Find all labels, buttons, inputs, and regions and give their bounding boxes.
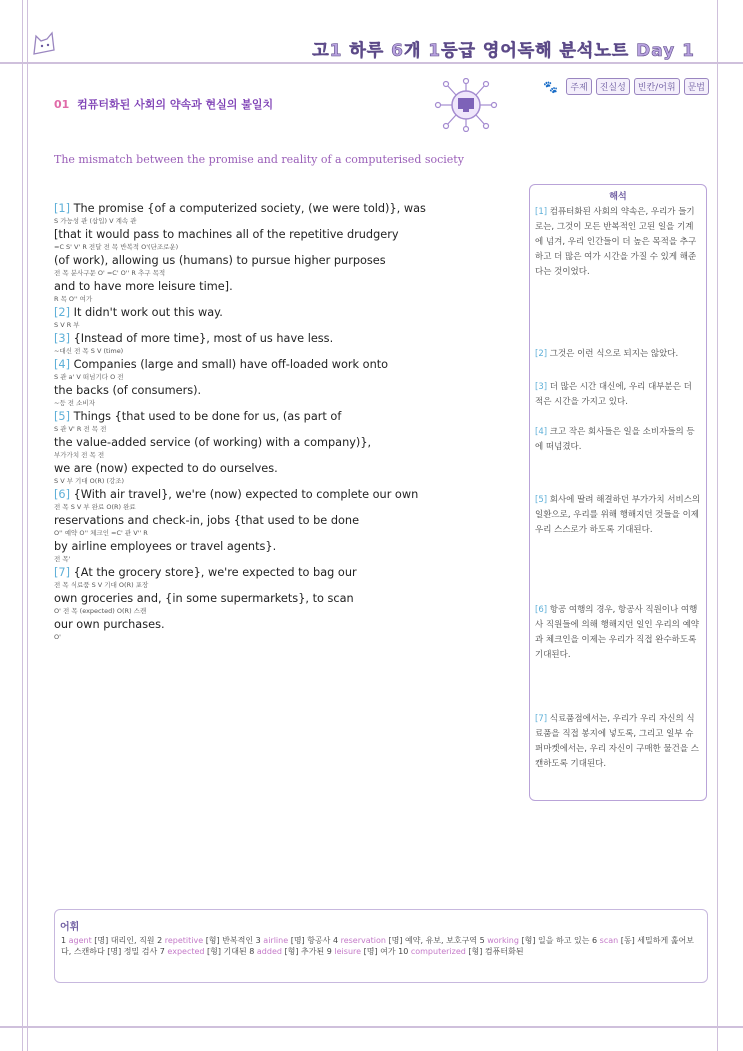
sentence-text: The promise {of a computerized society, (we were told)}, was [73,202,426,215]
vocab-word: leisure [334,947,364,956]
sentence-text: our own purchases. [54,618,165,631]
vocab-entry [398,947,523,956]
grammar-annotation: S 관 V' R 전 목 전 [54,425,107,433]
sentence-text: {At the grocery store}, we're expected to bag our [73,566,357,579]
sentence-text: by airline employees or travel agents}. [54,540,277,553]
vocab-entry [160,947,249,956]
tag-blank-vocab: 빈칸/어휘 [634,78,680,95]
vocab-number: 1 [61,936,69,945]
vocab-definition: [동] 세밀하게 훑어보다, 스캔하다 [명] 정밀 검사 [61,936,694,956]
sentence-line [54,592,498,606]
vocab-entry [256,936,333,945]
vocab-entry [480,936,592,945]
sentence-number: [7] [54,566,71,579]
translation-text: 컴퓨터화된 사회의 약속은, 우리가 들기로는, 그것이 모든 반복적인 고된 일을 기계에 넘겨, 우리 인간들이 더 높은 목적을 추구하고 더 많은 여가 시간을 가질 수 있게 해준다는 것이었다. [535,207,697,277]
sentence-line [54,332,498,346]
sentence-text: [that it would pass to machines all of the repetitive drudgery [54,228,399,241]
sentence-text: Things {that used to be done for us, (as part of [73,410,342,423]
sentence-number: [2] [54,306,71,319]
sentence-line [54,254,498,268]
translation-number: [5] [535,495,548,505]
sentence-line [54,566,498,580]
sentence-line [54,514,498,528]
sentence-text: we are (now) expected to do ourselves. [54,462,278,475]
vocab-definition: [형] 기대된 [207,947,250,956]
sentence-line [54,384,498,398]
grammar-annotation: 전 목' [54,555,71,563]
paw-icon: 🐾 [543,79,559,94]
vocab-definition: [명] 여가 [363,947,399,956]
vocab-word: reservation [340,936,389,945]
tag-row [543,78,709,95]
sentence-number: [4] [54,358,71,371]
vocab-word: repetitive [164,936,206,945]
vocab-definition: [형] 반복적인 [205,936,256,945]
vocab-entry [333,936,480,945]
vocab-number: 10 [398,947,411,956]
grammar-annotation: S 관 a' V 떠넘기다 O 전 [54,373,124,381]
grammar-annotation: 전 목 S V 부 완료 O(R) 완료 [54,503,136,511]
frame-line-left-inner [27,0,28,1051]
vocab-definition: [명] 예약, 유보, 보호구역 [388,936,480,945]
translation-paragraph [530,347,706,362]
vocab-entry [327,947,398,956]
translation-text: 그것은 이런 식으로 되지는 않았다. [549,349,679,359]
translation-paragraph [530,712,706,772]
sentence-number: [5] [54,410,71,423]
sentence-line [54,488,498,502]
grammar-annotation: 전 목 분사구문 O' =C' O'' R 추구 목적 [54,269,166,277]
vocab-number: 7 [159,947,168,956]
sentence-line [54,540,498,554]
grammar-annotation: ~등 전 소비자 [54,399,95,407]
vocab-number: 2 [157,936,165,945]
translation-text: 회사에 딸려 해결하던 부가가치 서비스의 일환으로, 우리를 위해 행해지던 것들을 이제 우리 스스로가 하도록 기대된다. [535,495,701,535]
sentence-text: (of work), allowing us (humans) to pursue higher purposes [54,254,386,267]
sentence-line [54,306,498,320]
section-number: 01 [54,98,70,111]
vocab-entry [157,936,256,945]
section-title-text: 컴퓨터화된 사회의 약속과 현실의 불일치 [77,98,274,111]
vocab-word: agent [68,936,95,945]
vocab-number: 8 [249,947,257,956]
vocab-list [55,933,707,959]
translation-number: [3] [535,382,548,392]
page-title: 고1 하루 6개 1등급 영어독해 분석노트 Day 1 [312,41,695,61]
translation-text: 더 많은 시간 대신에, 우리 대부분은 더 적은 시간을 가지고 있다. [535,382,692,407]
sentence-text: reservations and check-in, jobs {that used to be done [54,514,360,527]
frame-line-left [22,0,23,1051]
sentence-line [54,280,498,294]
sentence-line [54,410,498,424]
sentence-text: {Instead of more time}, most of us have less. [73,332,334,345]
cat-mascot-icon [30,28,60,62]
vocab-definition: [형] 컴퓨터화된 [468,947,524,956]
sentence-text: It didn't work out this way. [73,306,223,319]
grammar-annotation: R 목 O'' 여가 [54,295,93,303]
sentence-number: [1] [54,202,71,215]
vocab-word: computerized [410,947,469,956]
translation-paragraph [530,425,706,455]
section-subtitle: The mismatch between the promise and reality of a computerised society [54,153,464,166]
grammar-annotation: O' [54,633,61,641]
translation-number: [6] [535,605,548,615]
grammar-annotation: O' 전 목 (expected) O(R) 스캔 [54,607,147,615]
translation-text: 크고 작은 회사들은 일을 소비자들의 등에 떠넘겼다. [535,427,695,452]
vocab-definition: [형] 추가된 [284,947,327,956]
sentence-text: and to have more leisure time]. [54,280,233,293]
tag-grammar: 문법 [684,78,709,95]
sentence-line [54,358,498,372]
translation-paragraph [530,380,706,410]
grammar-annotation: ~대신 전 목 S V (time) [54,347,124,355]
grammar-annotation: S 가능성 관 (삽입) V 계속 관 [54,217,137,225]
grammar-annotation: O'' 예약 O'' 체크인 =C' 관 V'' R [54,529,148,537]
vocab-entry [61,936,157,945]
translation-number: [1] [535,207,548,217]
sentence-line [54,436,498,450]
sentence-number: [3] [54,332,71,345]
translation-number: [2] [535,349,548,359]
vocab-number: 4 [332,936,341,945]
footer-divider [0,1026,743,1028]
translation-title: 해석 [609,192,627,202]
sentence-line [54,618,498,632]
translation-panel [529,184,707,801]
translation-number: [4] [535,427,548,437]
vocab-definition: [명] 항공사 [290,936,333,945]
tag-topic: 주제 [566,78,591,95]
vocab-number: 5 [479,936,488,945]
vocab-entry [249,947,327,956]
vocab-number: 3 [255,936,264,945]
vocab-panel [54,909,708,983]
vocab-word: added [256,947,285,956]
translation-paragraph [530,493,706,538]
sentence-text: Companies (large and small) have off-loaded work onto [73,358,389,371]
translation-text: 식료품점에서는, 우리가 우리 자신의 식료품을 직접 봉지에 넣도록, 그리고 일부 슈퍼마켓에서는, 우리 자신이 구매한 물건을 스캔하도록 기대된다. [535,714,700,769]
vocab-definition: [명] 대리인, 직원 [94,936,158,945]
vocab-word: working [487,936,522,945]
grammar-annotation: =C S' V' R 전달 전 목 반복적 O'(단조로운) [54,243,179,251]
translation-paragraph [530,603,706,663]
grammar-annotation: S V 부 기대 O(R) (강조) [54,477,125,485]
tag-truth: 진실성 [596,78,630,95]
sentence-line [54,462,498,476]
vocab-word: scan [599,936,621,945]
sentence-text: the backs (of consumers). [54,384,202,397]
vocab-definition: [형] 일을 하고 있는 [521,936,593,945]
sentence-text: {With air travel}, we're (now) expected to complete our own [73,488,419,501]
sentence-line [54,228,498,242]
sentence-text: own groceries and, {in some supermarkets}, to scan [54,592,354,605]
passage [54,202,498,644]
translation-text: 항공 여행의 경우, 항공사 직원이나 여행사 직원들에 의해 행해지던 일인 우리의 예약과 체크인을 이제는 우리가 직접 완수하도록 기대된다. [535,605,700,660]
vocab-number: 9 [326,947,335,956]
section-title [54,96,273,112]
grammar-annotation: 부가가치 전 목 전 [54,451,105,459]
vocab-word: expected [167,947,208,956]
computer-network-icon [432,78,500,136]
sentence-text: the value-added service (of working) with a company)}, [54,436,372,449]
translation-number: [7] [535,714,548,724]
vocab-number: 6 [592,936,600,945]
header-divider [0,62,743,64]
vocab-title: 어휘 [60,922,80,933]
translation-paragraph [530,205,706,280]
sentence-line [54,202,498,216]
grammar-annotation: S V R 부 [54,321,80,329]
frame-line-right [717,0,718,1051]
vocab-word: airline [263,936,291,945]
grammar-annotation: 전 목 식료품 S V 기대 O(R) 포장 [54,581,149,589]
sentence-number: [6] [54,488,71,501]
